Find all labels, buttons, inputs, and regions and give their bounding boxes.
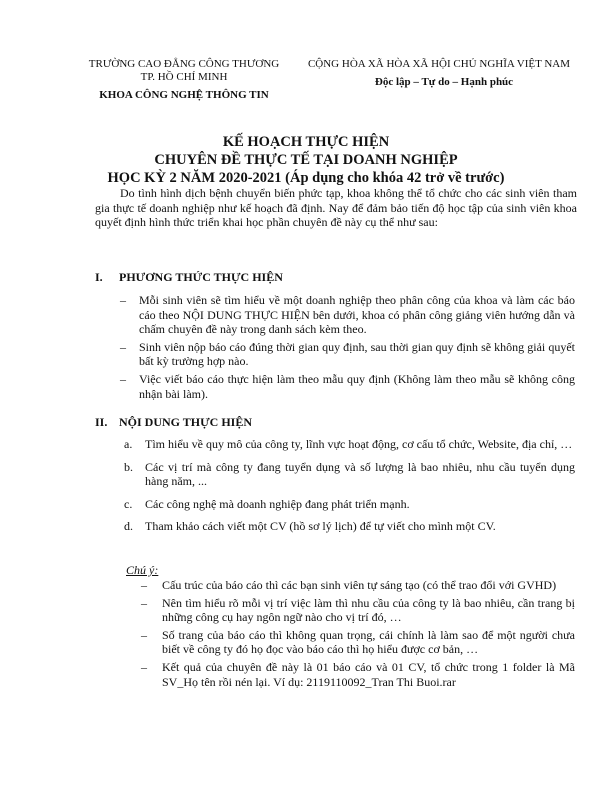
list-item-text: Việc viết báo cáo thực hiện làm theo mẫu quy định (Không làm theo mẫu sẽ không công nhận bài làm). [139,371,575,401]
section1-list [120,293,575,404]
letter-marker: c. [124,496,133,511]
list-item [124,496,575,512]
list-item-text: Cấu trúc của báo cáo thì các bạn sinh viên tự sáng tạo (có thể trao đổi với GVHD) [162,578,557,592]
list-item-text: Các vị trí mà công ty đang tuyển dụng và số lượng là bao nhiêu, nhu cầu tuyển dụng hàng năm, ... [145,459,575,489]
list-item-text: Kết quả của chuyên đề này là 01 báo cáo và 01 CV, tổ chức trong 1 folder là Mã SV_Họ tên rồi nén lại. Ví dụ: 2119110092_Tran Thi Buoi.rar [162,659,575,689]
title-line1: KẾ HOẠCH THỰC HIỆN [222,134,390,150]
list-item [124,459,575,489]
section1-title: PHƯƠNG THỨC THỰC HIỆN [119,270,283,284]
nation-motto: Độc lập – Tự do – Hạnh phúc [374,76,514,88]
list-item [141,659,575,689]
header-school-block [84,58,284,102]
title-line3: HỌC KỲ 2 NĂM 2020-2021 (Áp dụng cho khóa 42 trở về trước) [107,170,505,186]
list-item-text: Các công nghệ mà doanh nghiệp đang phát triển mạnh. [145,496,410,511]
document-title [90,133,522,187]
list-item [124,437,575,452]
nation-name: CỘNG HÒA XÃ HÒA XÃ HỘI CHỦ NGHĨA VIỆT NAM [307,58,571,70]
list-item-text: Tìm hiểu về quy mô của công ty, lĩnh vực hoạt động, cơ cấu tổ chức, Website, địa chỉ, … [145,437,573,451]
section2-title: NỘI DUNG THỰC HIỆN [119,415,253,429]
dash-marker: – [120,371,126,386]
department-name: KHOA CÔNG NGHỆ THÔNG TIN [99,89,269,101]
header-nation-block [300,58,578,89]
title-line2: CHUYÊN ĐỀ THỰC TẾ TẠI DOANH NGHIỆP [154,152,458,168]
list-item-text: Số trang của báo cáo thì không quan trọng, cái chính là làm sao để một người chưa biết về công ty đó họ đọc vào báo cáo thì họ hiểu được cơ bản, … [162,627,575,657]
list-item [120,293,575,337]
list-item-text: Tham khảo cách viết một CV (hồ sơ lý lịch) để tự viết cho mình một CV. [145,519,496,534]
list-item [141,595,575,625]
section2-heading [95,415,252,429]
dash-marker: – [141,595,147,610]
list-item-text: Sinh viên nộp báo cáo đúng thời gian quy định, sau thời gian quy định sẽ không giải quyết bất kỳ trường hợp nào. [139,339,575,369]
dash-marker: – [141,578,147,592]
section1-number: I. [95,270,103,284]
list-item-text: Nên tìm hiểu rõ mỗi vị trí việc làm thì nhu cầu của công ty là bao nhiêu, cần trang bị những công cụ hay ngôn ngữ nào cho vị trí đó, … [162,595,575,625]
dash-marker: – [120,293,126,307]
dash-marker: – [120,339,126,354]
list-item [120,371,575,401]
note-list [141,578,575,692]
letter-marker: b. [124,459,133,474]
letter-marker: d. [124,519,133,534]
dash-marker: – [141,627,147,642]
list-item-text: Mỗi sinh viên sẽ tìm hiểu về một doanh nghiệp theo phân công của khoa và làm các báo cáo theo NỘI DUNG THỰC HIỆN bên dưới, khoa có phân công giảng viên hướng dẫn và chấm chuyên đề này trong danh sách kèm theo. [139,293,575,337]
section1-heading [95,270,283,284]
section2-number: II. [95,415,108,429]
school-name-line1: TRƯỜNG CAO ĐẲNG CÔNG THƯƠNG [88,58,280,70]
school-name-line2: TP. HỒ CHÍ MINH [140,71,228,83]
intro-paragraph: Do tình hình dịch bệnh chuyển biến phức tạp, khoa không thể tổ chức cho các sinh viên tham gia thực tế doanh nghiệp như kế hoạch đã định. Nay để đảm bảo tiến độ học tập của sinh viên khoa quyết định hình thức triển khai học phần chuyên đề này cụ thể như sau: [95,186,577,230]
note-label: Chú ý: [126,563,159,577]
list-item [120,339,575,369]
list-item [141,627,575,657]
section2-list [124,437,575,542]
list-item [141,578,575,593]
list-item [124,519,575,534]
letter-marker: a. [124,437,133,451]
dash-marker: – [141,659,147,674]
